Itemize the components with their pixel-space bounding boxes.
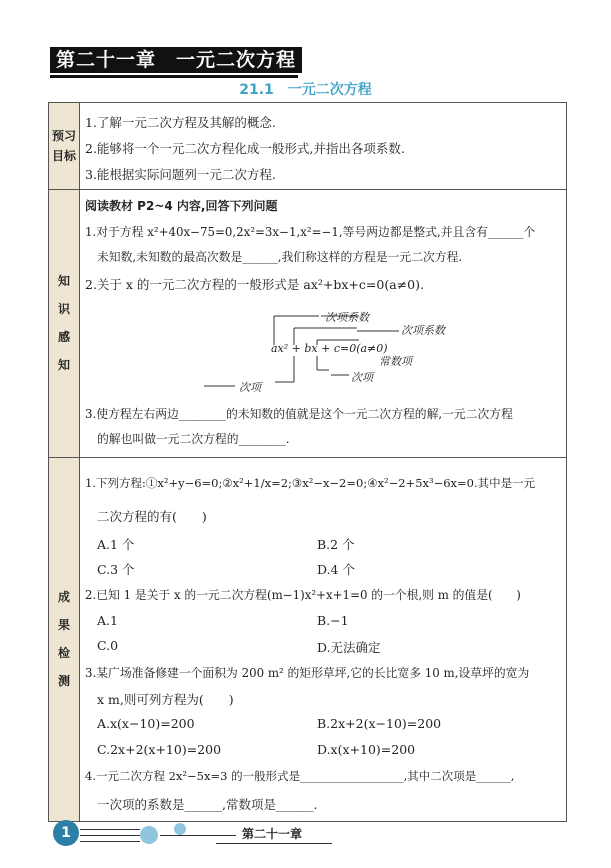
answer-option: A.1: [97, 613, 118, 628]
answer-option: D.无法确定: [317, 640, 381, 655]
answer-option: A.x(x−10)=200: [97, 716, 195, 731]
page-number: 1: [53, 820, 79, 846]
knowledge-question-1-cont: 未知数,未知数的最高次数是______,我们称这样的方程是一元二次方程.: [97, 250, 463, 264]
reading-instruction: 阅读教材 P2~4 内容,回答下列问题: [85, 199, 278, 213]
answer-option: D.4 个: [317, 562, 355, 577]
footer-rule: [80, 841, 140, 842]
answer-option: B.2 个: [317, 537, 355, 552]
knowledge-label-char: 知: [57, 274, 70, 288]
knowledge-question-3: 3.使方程左右两边________的未知数的值就是这个一元二次方程的解,一元二次方程: [85, 407, 513, 421]
diagram-label: 常数项: [379, 355, 412, 368]
row-divider: [49, 457, 566, 458]
check-label-char: 检: [57, 646, 70, 660]
check-question-1: 1.下列方程:①x²+y−6=0;②x²+1/x=2;③x²−x−2=0;④x²−2+5x³−6x=0.其中是一元: [85, 476, 536, 490]
worksheet-table: [48, 102, 567, 822]
knowledge-question-3-cont: 的解也叫做一元二次方程的________.: [97, 432, 290, 446]
check-label-char: 果: [57, 618, 70, 632]
section-title: 21.1 一元二次方程: [239, 82, 372, 98]
preview-item: 3.能根据实际问题列一元二次方程.: [85, 167, 276, 182]
preview-label-line: 目标: [51, 149, 76, 163]
footer-rule: [80, 829, 140, 830]
answer-option: C.3 个: [97, 562, 135, 577]
decorative-dot: [140, 826, 158, 844]
footer-rule: [160, 835, 236, 836]
check-question-4: 4.一元二次方程 2x²−5x=3 的一般形式是__________________,其中二次项是______,: [85, 769, 515, 783]
answer-option: B.2x+2(x−10)=200: [317, 716, 442, 731]
chapter-title-rule: [50, 75, 298, 78]
decorative-dot: [174, 823, 186, 835]
diagram-equation: ax² + bx + c=0(a≠0): [271, 342, 388, 355]
row-divider: [49, 189, 566, 190]
check-label-char: 测: [57, 674, 70, 688]
diagram-label: 次项: [351, 371, 373, 384]
chapter-title: 第二十一章 一元二次方程: [50, 47, 302, 73]
knowledge-question-2: 2.关于 x 的一元二次方程的一般形式是 ax²+bx+c=0(a≠0).: [85, 277, 424, 292]
check-question-1-cont: 二次方程的有( ): [97, 509, 207, 524]
preview-label-line: 预习: [51, 129, 76, 143]
check-question-4-cont: 一次项的系数是______,常数项是______.: [97, 797, 318, 812]
knowledge-question-1: 1.对于方程 x²+40x−75=0,2x²=3x−1,x²=−1,等号两边都是整式,并且含有______个: [85, 225, 536, 239]
footer-chapter-title: 第二十一章: [242, 827, 303, 841]
answer-option: B.−1: [317, 613, 349, 628]
check-label: [49, 457, 80, 821]
knowledge-label-char: 感: [57, 330, 70, 344]
check-label-char: 成: [57, 590, 70, 604]
diagram-label: 次项系数: [325, 311, 369, 324]
diagram-label: 次项系数: [401, 324, 445, 337]
preview-item: 2.能够将一个一元二次方程化成一般形式,并指出各项系数.: [85, 141, 405, 156]
answer-option: C.2x+2(x+10)=200: [97, 742, 222, 757]
check-question-3: 3.某广场准备修建一个面积为 200 m² 的矩形草坪,它的长比宽多 10 m,设草坪的宽为: [85, 666, 530, 680]
preview-label: [49, 103, 80, 189]
diagram-label: 次项: [239, 381, 261, 394]
answer-option: C.0: [97, 638, 119, 653]
answer-option: A.1 个: [97, 537, 135, 552]
answer-option: D.x(x+10)=200: [317, 742, 416, 757]
check-question-3-cont: x m,则可列方程为( ): [97, 692, 234, 707]
knowledge-label-char: 知: [57, 358, 70, 372]
preview-item: 1.了解一元二次方程及其解的概念.: [85, 115, 276, 130]
footer-underline: [216, 843, 332, 844]
knowledge-label-char: 识: [57, 302, 70, 316]
check-question-2: 2.已知 1 是关于 x 的一元二次方程(m−1)x²+x+1=0 的一个根,则 m 的值是( ): [85, 588, 521, 602]
